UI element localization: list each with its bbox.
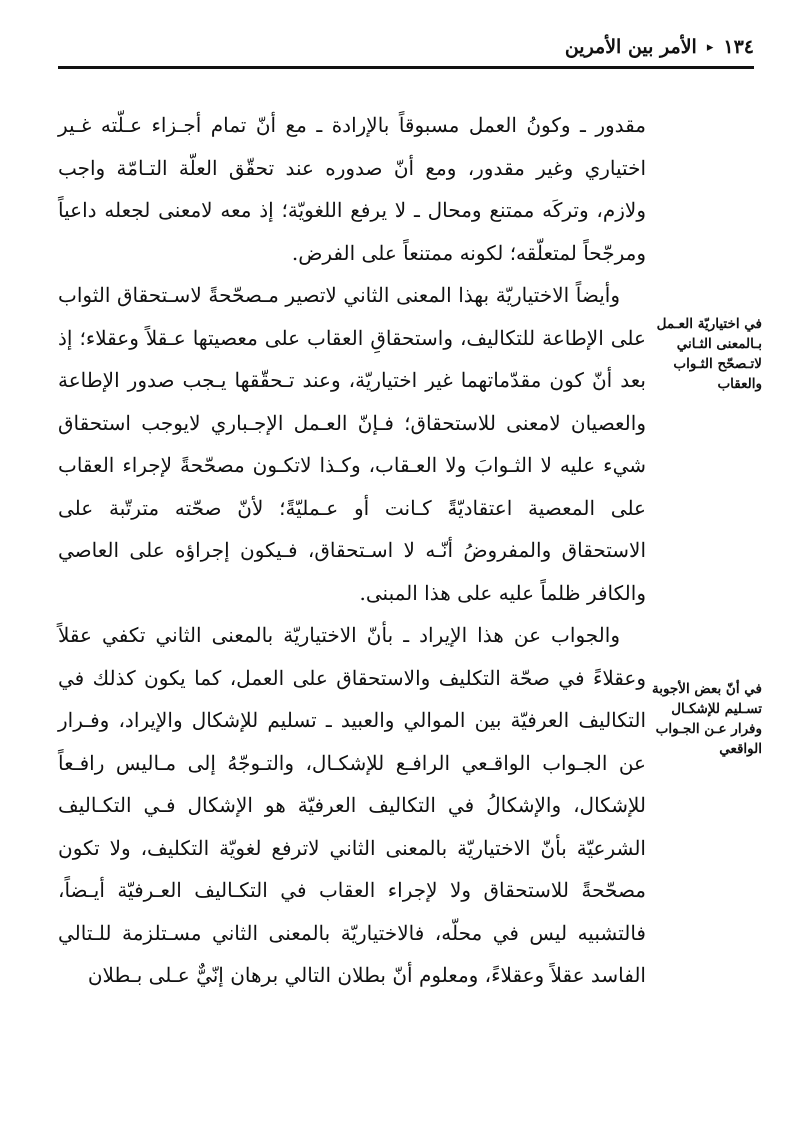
triangle-marker-icon: ▸: [706, 39, 714, 55]
paragraph: والجواب عن هذا الإيراد ـ بأنّ الاختياريّة بالمعنى الثاني تكفي عقلاً وعقلاءً في صحّة التكليف والاستحقاق على العمل، كما يكون كذلك في التكاليف العرفيّة بين الموالي والعبيد ـ تسليم للإشكال والإيراد، وفـرار عن الجـواب الواقـعي الرافـع للإشكـال، والتـوجّهُ إلى مـاليس رافـعاً للإشكال، والإشكالُ في التكاليف العرفيّة هو الإشكال فـي التكـاليف الشرعيّة بأنّ الاختياريّة بالمعنى الثاني لاترفع لغويّة التكليف، ولا تكون مصحّحةً للاستحقاق ولا لإجراء العقاب في التكـاليف العـرفيّة أيـضاً، فالتشبيه ليس في محلّه، فالاختياريّة بالمعنى الثاني مسـتلزمة للـتالي الفاسد عقلاً وعقلاءً، ومعلوم أنّ بطلان التالي برهان إنّيٌّ عـلى بـطلان: [58, 623, 646, 987]
running-title: الأمر بين الأمرين: [564, 36, 697, 58]
running-header: [58, 30, 754, 64]
header-rule: [58, 66, 754, 69]
margin-note: في أنّ بعض الأجوبة تسـليم للإشكـال وفرار عـن الجـواب الواقعي: [651, 681, 762, 757]
paragraph: وأيضاً الاختياريّة بهذا المعنى الثاني لاتصير مـصحّحةً لاسـتحقاق الثواب على الإطاعة للتكاليف، واستحقاقِ العقاب على معصيتها عـقلاً وعقلاء؛ إذ بعد أنّ كون مقدّماتهما غير اختياريّة، وعند تـحقّقها يـجب صدور الإطاعة والعصيان لامعنى للاستحقاق؛ فـإنّ العـمل الإجـباري لايوجب استحقاق شيء عليه لا الثـوابَ ولا العـقاب، وكـذا لاتكـون مصحّحةً لإجراء العقاب على المعصية اعتقاديّةً كـانت أو عـمليّةً؛ لأنّ صحّته مترتّبة على الاستحقاق والمفروضُ أنّـه لا اسـتحقاق، فـيكون إجراؤه على العاصي والكافر ظلماً عليه على هذا المبنى.: [58, 283, 646, 605]
paragraph: مقدور ـ وكونُ العمل مسبوقاً بالإرادة ـ مع أنّ تمام أجـزاء عـلّته غـير اختياري وغير مقدور، ومع أنّ صدوره عند تحقّق العلّة التـامّة واجب ولازم، وتركَه ممتنع ومحال ـ لا يرفع اللغويّة؛ إذ معه لامعنى لجعله داعياً ومرجّحاً لمتعلّقه؛ لكونه ممتنعاً على الفرض.: [58, 113, 646, 265]
main-text: [58, 104, 646, 997]
margin-note: في اختياريّة العـمل بـالمعنى الثـاني لاتـصحّح الثـواب والعقاب: [656, 316, 762, 392]
page-number: ١٣٤: [723, 36, 754, 58]
